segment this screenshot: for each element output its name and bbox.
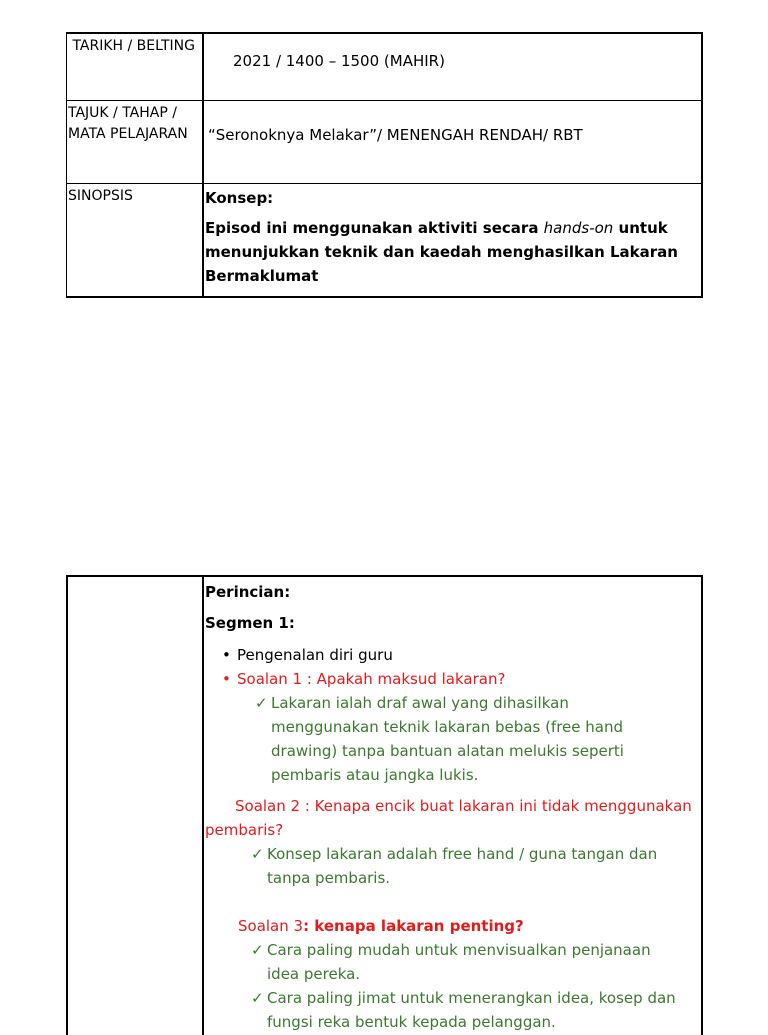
bullet-icon: • — [222, 670, 231, 688]
checkmark-icon: ✓ — [251, 845, 264, 863]
value-title-text: “Seronoknya Melakar”/ MENENGAH RENDAH/ RBT — [208, 126, 583, 144]
value-date-text: 2021 / 1400 – 1500 (MAHIR) — [233, 52, 445, 70]
answer-3-2-text: Cara paling jimat untuk menerangkan idea, kosep dan fungsi reka bentuk kepada pelanggan. — [267, 989, 676, 1031]
label-title-text: TAJUK / TAHAP / MATA PELAJARAN — [68, 105, 188, 142]
question-1 — [205, 667, 701, 691]
answer-1-text: Lakaran ialah draf awal yang dihasilkan menggunakan teknik lakaran bebas (free hand drawing) tanpa bantuan alatan melukis seperti pembaris atau jangka lukis. — [271, 694, 624, 784]
question-3-text: : kenapa lakaran penting? — [303, 917, 524, 935]
value-title — [203, 101, 702, 184]
answer-2-text: Konsep lakaran adalah free hand / guna tangan dan tanpa pembaris. — [267, 845, 658, 887]
label-title — [67, 101, 204, 184]
label-synopsis-text: SINOPSIS — [68, 188, 133, 204]
synopsis-text-b: untuk menunjukkan teknik dan kaedah menghasilkan Lakaran Bermaklumat — [205, 219, 678, 285]
segment-heading: Segmen 1: — [205, 614, 295, 632]
bullet-intro-text: Pengenalan diri guru — [237, 646, 393, 664]
answer-2 — [205, 842, 701, 890]
checkmark-icon: ✓ — [251, 989, 264, 1007]
detail-left-column — [68, 577, 204, 1035]
question-3-prefix: Soalan 3 — [238, 917, 304, 935]
label-date-text: TARIKH / BELTING — [72, 38, 196, 54]
checkmark-icon: ✓ — [255, 694, 268, 712]
value-date — [203, 33, 702, 101]
synopsis-heading: Konsep: — [205, 189, 274, 207]
question-2 — [205, 794, 701, 842]
row-synopsis — [67, 184, 703, 298]
label-date — [67, 33, 204, 101]
info-table — [66, 32, 703, 298]
synopsis-text-a: Episod ini menggunakan aktiviti secara — [205, 219, 544, 237]
answer-1 — [205, 691, 701, 787]
bullet-icon: • — [222, 646, 231, 664]
question-3 — [205, 914, 701, 938]
detail-table — [66, 575, 703, 1035]
row-date — [67, 33, 703, 101]
answer-3-2 — [205, 986, 701, 1034]
answer-3-1-text: Cara paling mudah untuk menvisualkan penjanaan idea pereka. — [267, 941, 651, 983]
question-2-text: Soalan 2 : Kenapa encik buat lakaran ini tidak menggunakan pembaris? — [205, 797, 692, 839]
synopsis-text-italic: hands-on — [543, 219, 614, 237]
checkmark-icon: ✓ — [251, 941, 264, 959]
detail-heading: Perincian: — [205, 583, 291, 601]
question-1-text: Soalan 1 : Apakah maksud lakaran? — [237, 670, 506, 688]
label-synopsis — [67, 184, 204, 298]
bullet-intro — [205, 643, 701, 667]
synopsis-text — [205, 216, 697, 288]
detail-content — [205, 577, 701, 1034]
answer-3-1 — [205, 938, 701, 986]
value-synopsis — [203, 184, 702, 298]
row-title — [67, 101, 703, 184]
